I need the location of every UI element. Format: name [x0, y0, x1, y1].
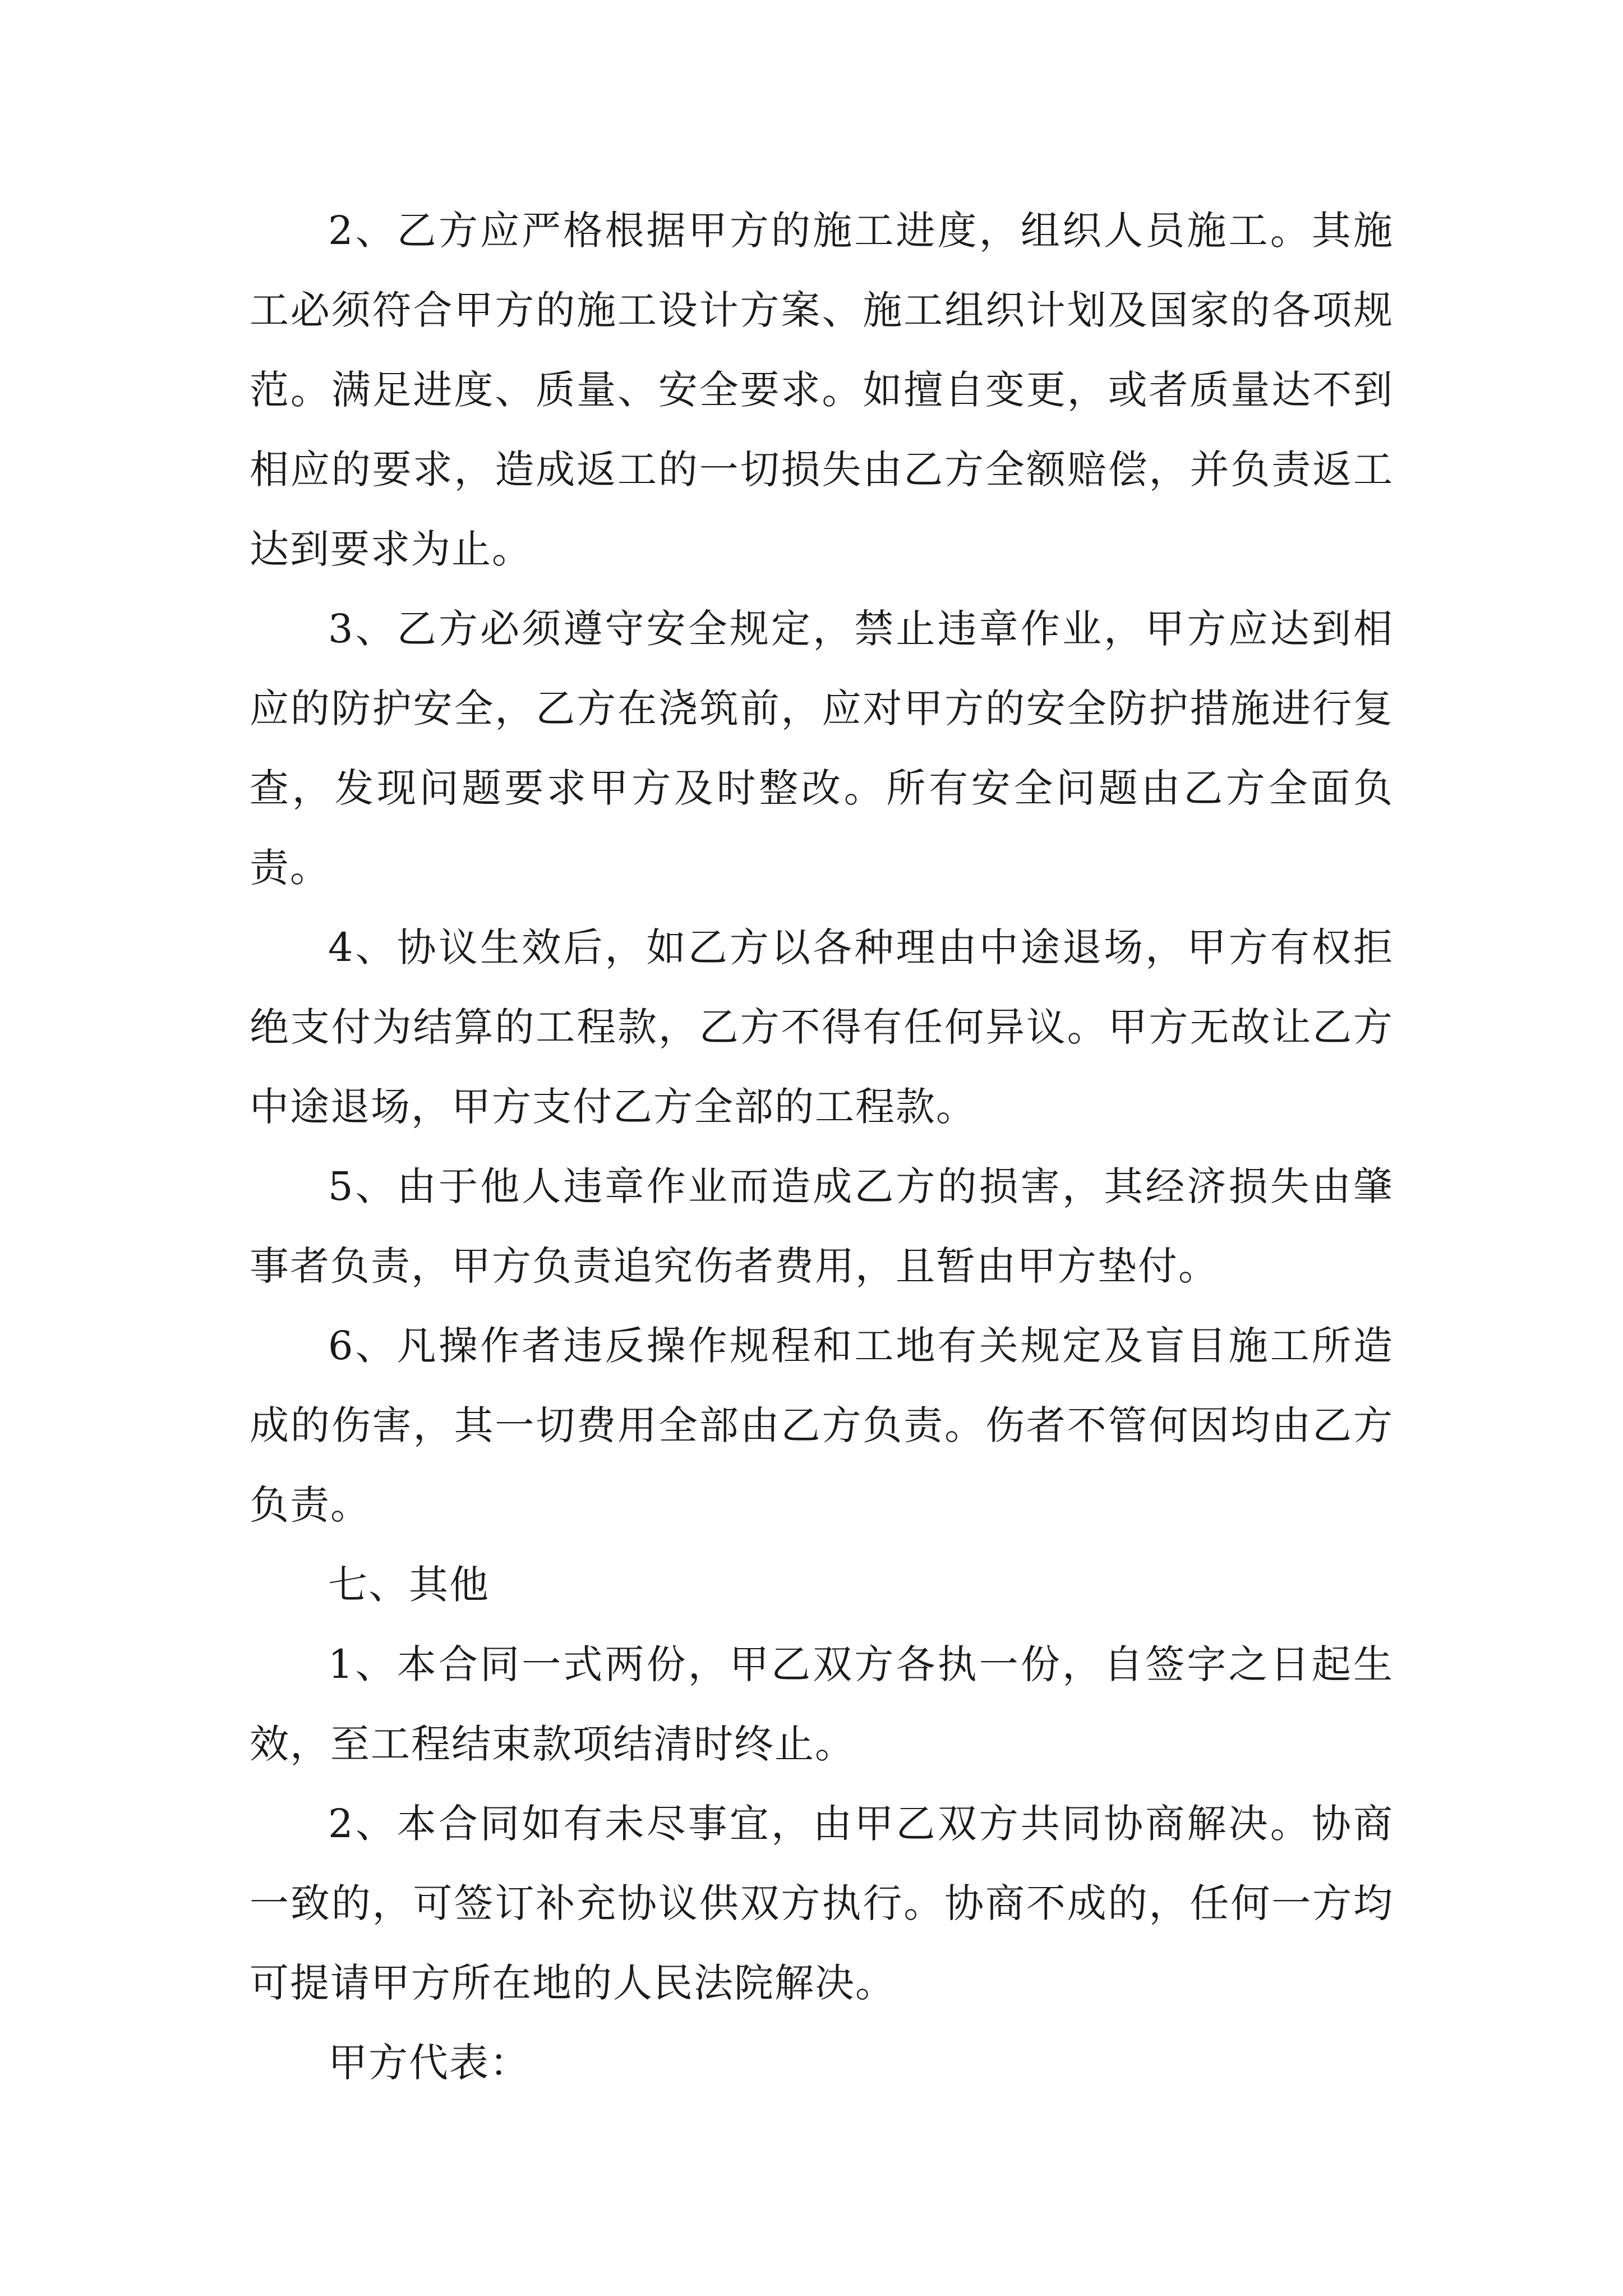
document-body: [250, 191, 1394, 2102]
clause-1-contract-copies: 1、本合同一式两份，甲乙双方各执一份，自签字之日起生效，至工程结束款项结清时终止。: [250, 1641, 1394, 1767]
clause-5-third-party-damage: 5、由于他人违章作业而造成乙方的损害，其经济损失由肇事者负责，甲方负责追究伤者费用，且暂由甲方垫付。: [250, 1163, 1394, 1289]
party-a-representative-label: 甲方代表：: [328, 2040, 530, 2086]
clause-2-construction-schedule: 2、乙方应严格根据甲方的施工进度，组织人员施工。其施工必须符合甲方的施工设计方案、施工组织计划及国家的各项规范。满足进度、质量、安全要求。如擅自变更，或者质量达不到相应的要求，造成返工的一切损失由乙方全额赔偿，并负责返工达到要求为止。: [250, 208, 1394, 572]
clause-3-safety-rules: 3、乙方必须遵守安全规定，禁止违章作业，甲方应达到相应的防护安全，乙方在浇筑前，应对甲方的安全防护措施进行复查，发现问题要求甲方及时整改。所有安全问题由乙方全面负责。: [250, 606, 1394, 891]
clause-6-operator-violations: 6、凡操作者违反操作规程和工地有关规定及盲目施工所造成的伤害，其一切费用全部由乙方负责。伤者不管何因均由乙方负责。: [250, 1323, 1394, 1528]
clause-4-withdrawal: 4、协议生效后，如乙方以各种理由中途退场，甲方有权拒绝支付为结算的工程款，乙方不得有任何异议。甲方无故让乙方中途退场，甲方支付乙方全部的工程款。: [250, 924, 1394, 1130]
clause-2-unresolved-matters: 2、本合同如有未尽事宜，由甲乙双方共同协商解决。协商一致的，可签订补充协议供双方执行。协商不成的，任何一方均可提请甲方所在地的人民法院解决。: [250, 1801, 1394, 2006]
section-heading-other: 七、其他: [328, 1562, 490, 1608]
